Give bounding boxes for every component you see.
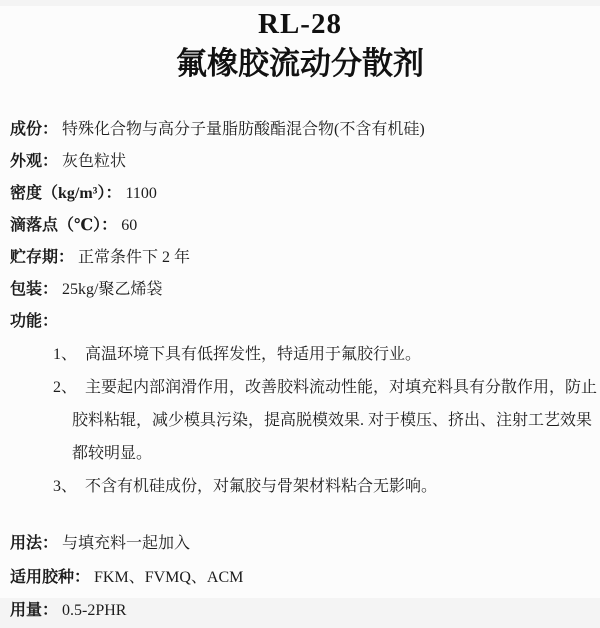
usage-label: 用量： — [10, 602, 59, 619]
spec-row-appearance — [0, 146, 600, 178]
function-item-text: 高温环境下具有低挥发性，特适用于氟胶行业。 — [85, 346, 422, 363]
usage-label: 适用胶种： — [10, 568, 91, 586]
spec-row-dropping-point — [0, 210, 600, 242]
function-list — [0, 338, 600, 503]
spec-row-shelf-life — [0, 242, 600, 274]
spec-label: 功能： — [10, 313, 59, 330]
usage-row-applicable-rubbers — [0, 561, 600, 595]
spec-row-function-heading — [0, 306, 600, 338]
spec-value: 60 — [121, 217, 138, 234]
function-item-number: 1、 — [53, 346, 78, 363]
spec-section — [0, 114, 600, 338]
spec-value: 灰色粒状 — [62, 153, 127, 170]
spec-label: 成份： — [10, 121, 59, 138]
function-item-text: 不含有机硅成份，对氟胶与骨架材料粘合无影响。 — [85, 478, 438, 495]
spec-value: 正常条件下 2 年 — [78, 249, 191, 266]
function-item-number: 2、 — [53, 379, 78, 396]
spec-value: 特殊化合物与高分子量脂肪酸酯混合物(不含有机硅) — [62, 121, 425, 138]
function-item-1 — [0, 338, 600, 371]
spec-row-packaging — [0, 274, 600, 306]
spec-label: 贮存期： — [10, 249, 75, 266]
function-item-2 — [0, 371, 600, 470]
usage-value: FKM、FVMQ、ACM — [94, 568, 244, 586]
usage-value: 与填充料一起加入 — [62, 535, 191, 552]
function-item-number: 3、 — [53, 478, 78, 495]
usage-value: 0.5-2PHR — [62, 602, 127, 619]
spec-value: 25kg/聚乙烯袋 — [62, 281, 163, 298]
product-name-title: 氟橡胶流动分散剂 — [176, 46, 424, 81]
spec-label: 外观： — [10, 153, 59, 170]
spec-label: 密度（kg/m³）： — [10, 185, 122, 202]
product-datasheet-page — [0, 6, 600, 619]
usage-label: 用法： — [10, 535, 59, 552]
usage-section — [0, 527, 600, 628]
function-item-3 — [0, 470, 600, 503]
product-code-title: RL-28 — [258, 8, 342, 40]
usage-row-dosage — [0, 594, 600, 628]
spec-label: 包装： — [10, 281, 59, 298]
function-item-text: 主要起内部润滑作用，改善胶料流动性能，对填充料具有分散作用，防止胶料粘辊，减少模具污染，提高脱模效果. 对于模压、挤出、注射工艺效果都较明显。 — [72, 379, 598, 462]
spec-value: 1100 — [125, 185, 157, 202]
spec-row-density — [0, 178, 600, 210]
spec-row-composition — [0, 114, 600, 146]
usage-row-method — [0, 527, 600, 561]
spec-label: 滴落点（℃）： — [10, 217, 118, 234]
